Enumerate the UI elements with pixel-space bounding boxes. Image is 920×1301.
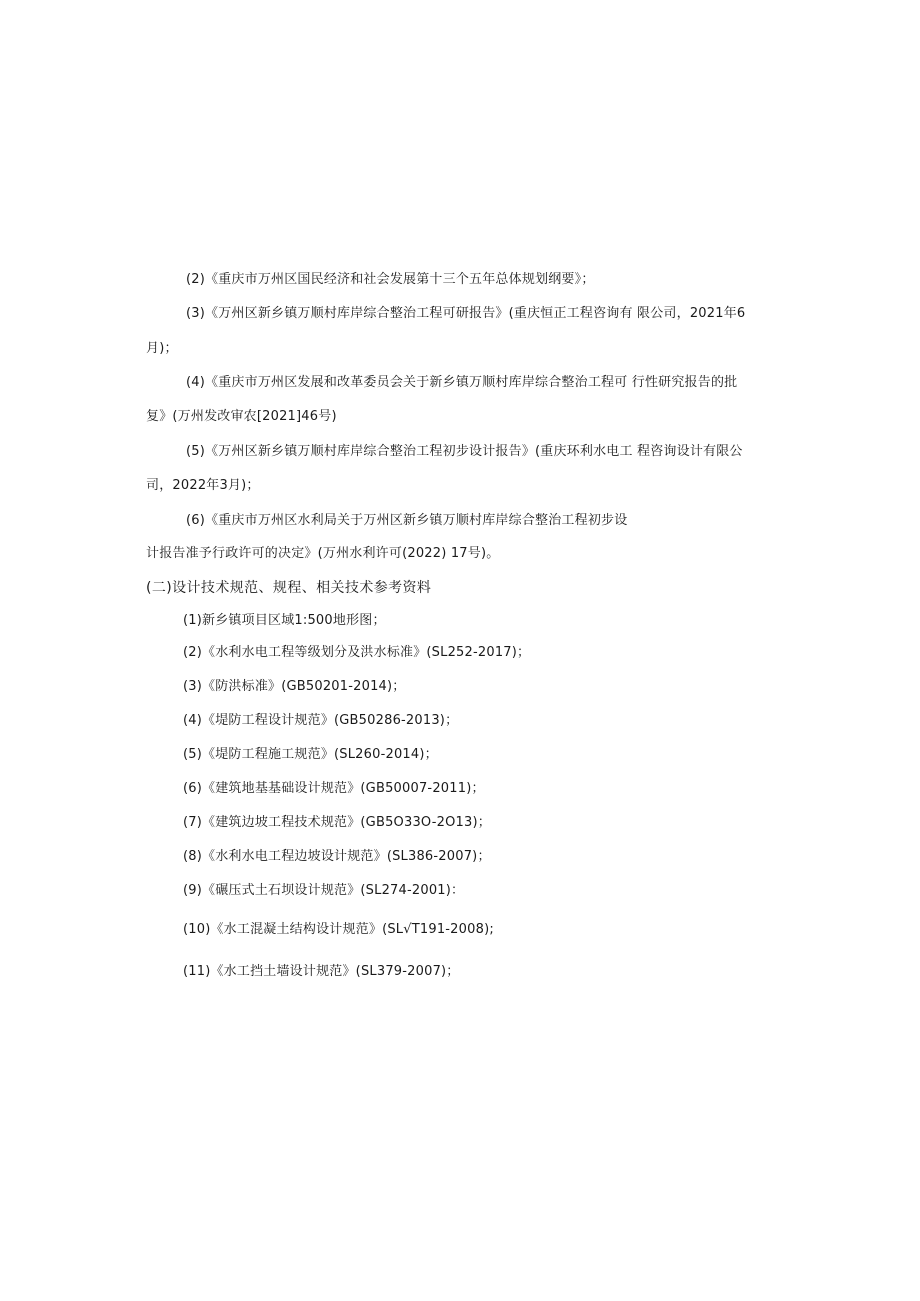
- paragraph-2: (2)《重庆市万州区国民经济和社会发展第十三个五年总体规划纲要》；: [186, 272, 595, 287]
- reference-item: (5)《堤防工程施工规范》(SL260-2014)；: [183, 747, 438, 762]
- reference-item: (3)《防洪标准》(GB50201-2014)；: [183, 679, 406, 694]
- paragraph-5: (5)《万州区新乡镇万顺村库岸综合整治工程初步设计报告》(重庆环利水电工 程咨询设计有限公: [186, 444, 743, 459]
- reference-item: (7)《建筑边坡工程技术规范》(GB5O33O-2O13)；: [183, 815, 491, 830]
- reference-item: (2)《水利水电工程等级划分及洪水标准》(SL252-2017)；: [183, 645, 531, 660]
- reference-item: (1)新乡镇项目区域1:500地形图；: [183, 613, 386, 628]
- reference-item: (4)《堤防工程设计规范》(GB50286-2013)；: [183, 713, 459, 728]
- reference-item: (10)《水工混凝土结构设计规范》(SL√T191-2008);: [183, 922, 494, 937]
- paragraph-4: (4)《重庆市万州区发展和改革委员会关于新乡镇万顺村库岸综合整治工程可 行性研究报告的批: [186, 375, 738, 390]
- paragraph-5-continued: 司，2022年3月)；: [146, 478, 260, 493]
- paragraph-6-continued: 计报告准予行政许可的决定》(万州水利许可(2022) 17号)。: [146, 546, 500, 561]
- reference-item: (8)《水利水电工程边坡设计规范》(SL386-2007)；: [183, 849, 491, 864]
- paragraph-6: (6)《重庆市万州区水利局关于万州区新乡镇万顺村库岸综合整治工程初步设: [186, 513, 628, 528]
- paragraph-4-continued: 复》(万州发改审农[2021]46号): [146, 409, 337, 424]
- reference-item: (11)《水工挡土墙设计规范》(SL379-2007)；: [183, 964, 460, 979]
- paragraph-3: (3)《万州区新乡镇万顺村库岸综合整治工程可研报告》(重庆恒正工程咨询有 限公司，2021年6: [186, 306, 746, 321]
- section-heading: (二)设计技术规范、规程、相关技术参考资料: [146, 580, 432, 596]
- paragraph-3-continued: 月)；: [146, 341, 178, 356]
- reference-item: (9)《碾压式土石坝设计规范》(SL274-2001)：: [183, 883, 465, 898]
- reference-item: (6)《建筑地基基础设计规范》(GB50007-2011)；: [183, 781, 485, 796]
